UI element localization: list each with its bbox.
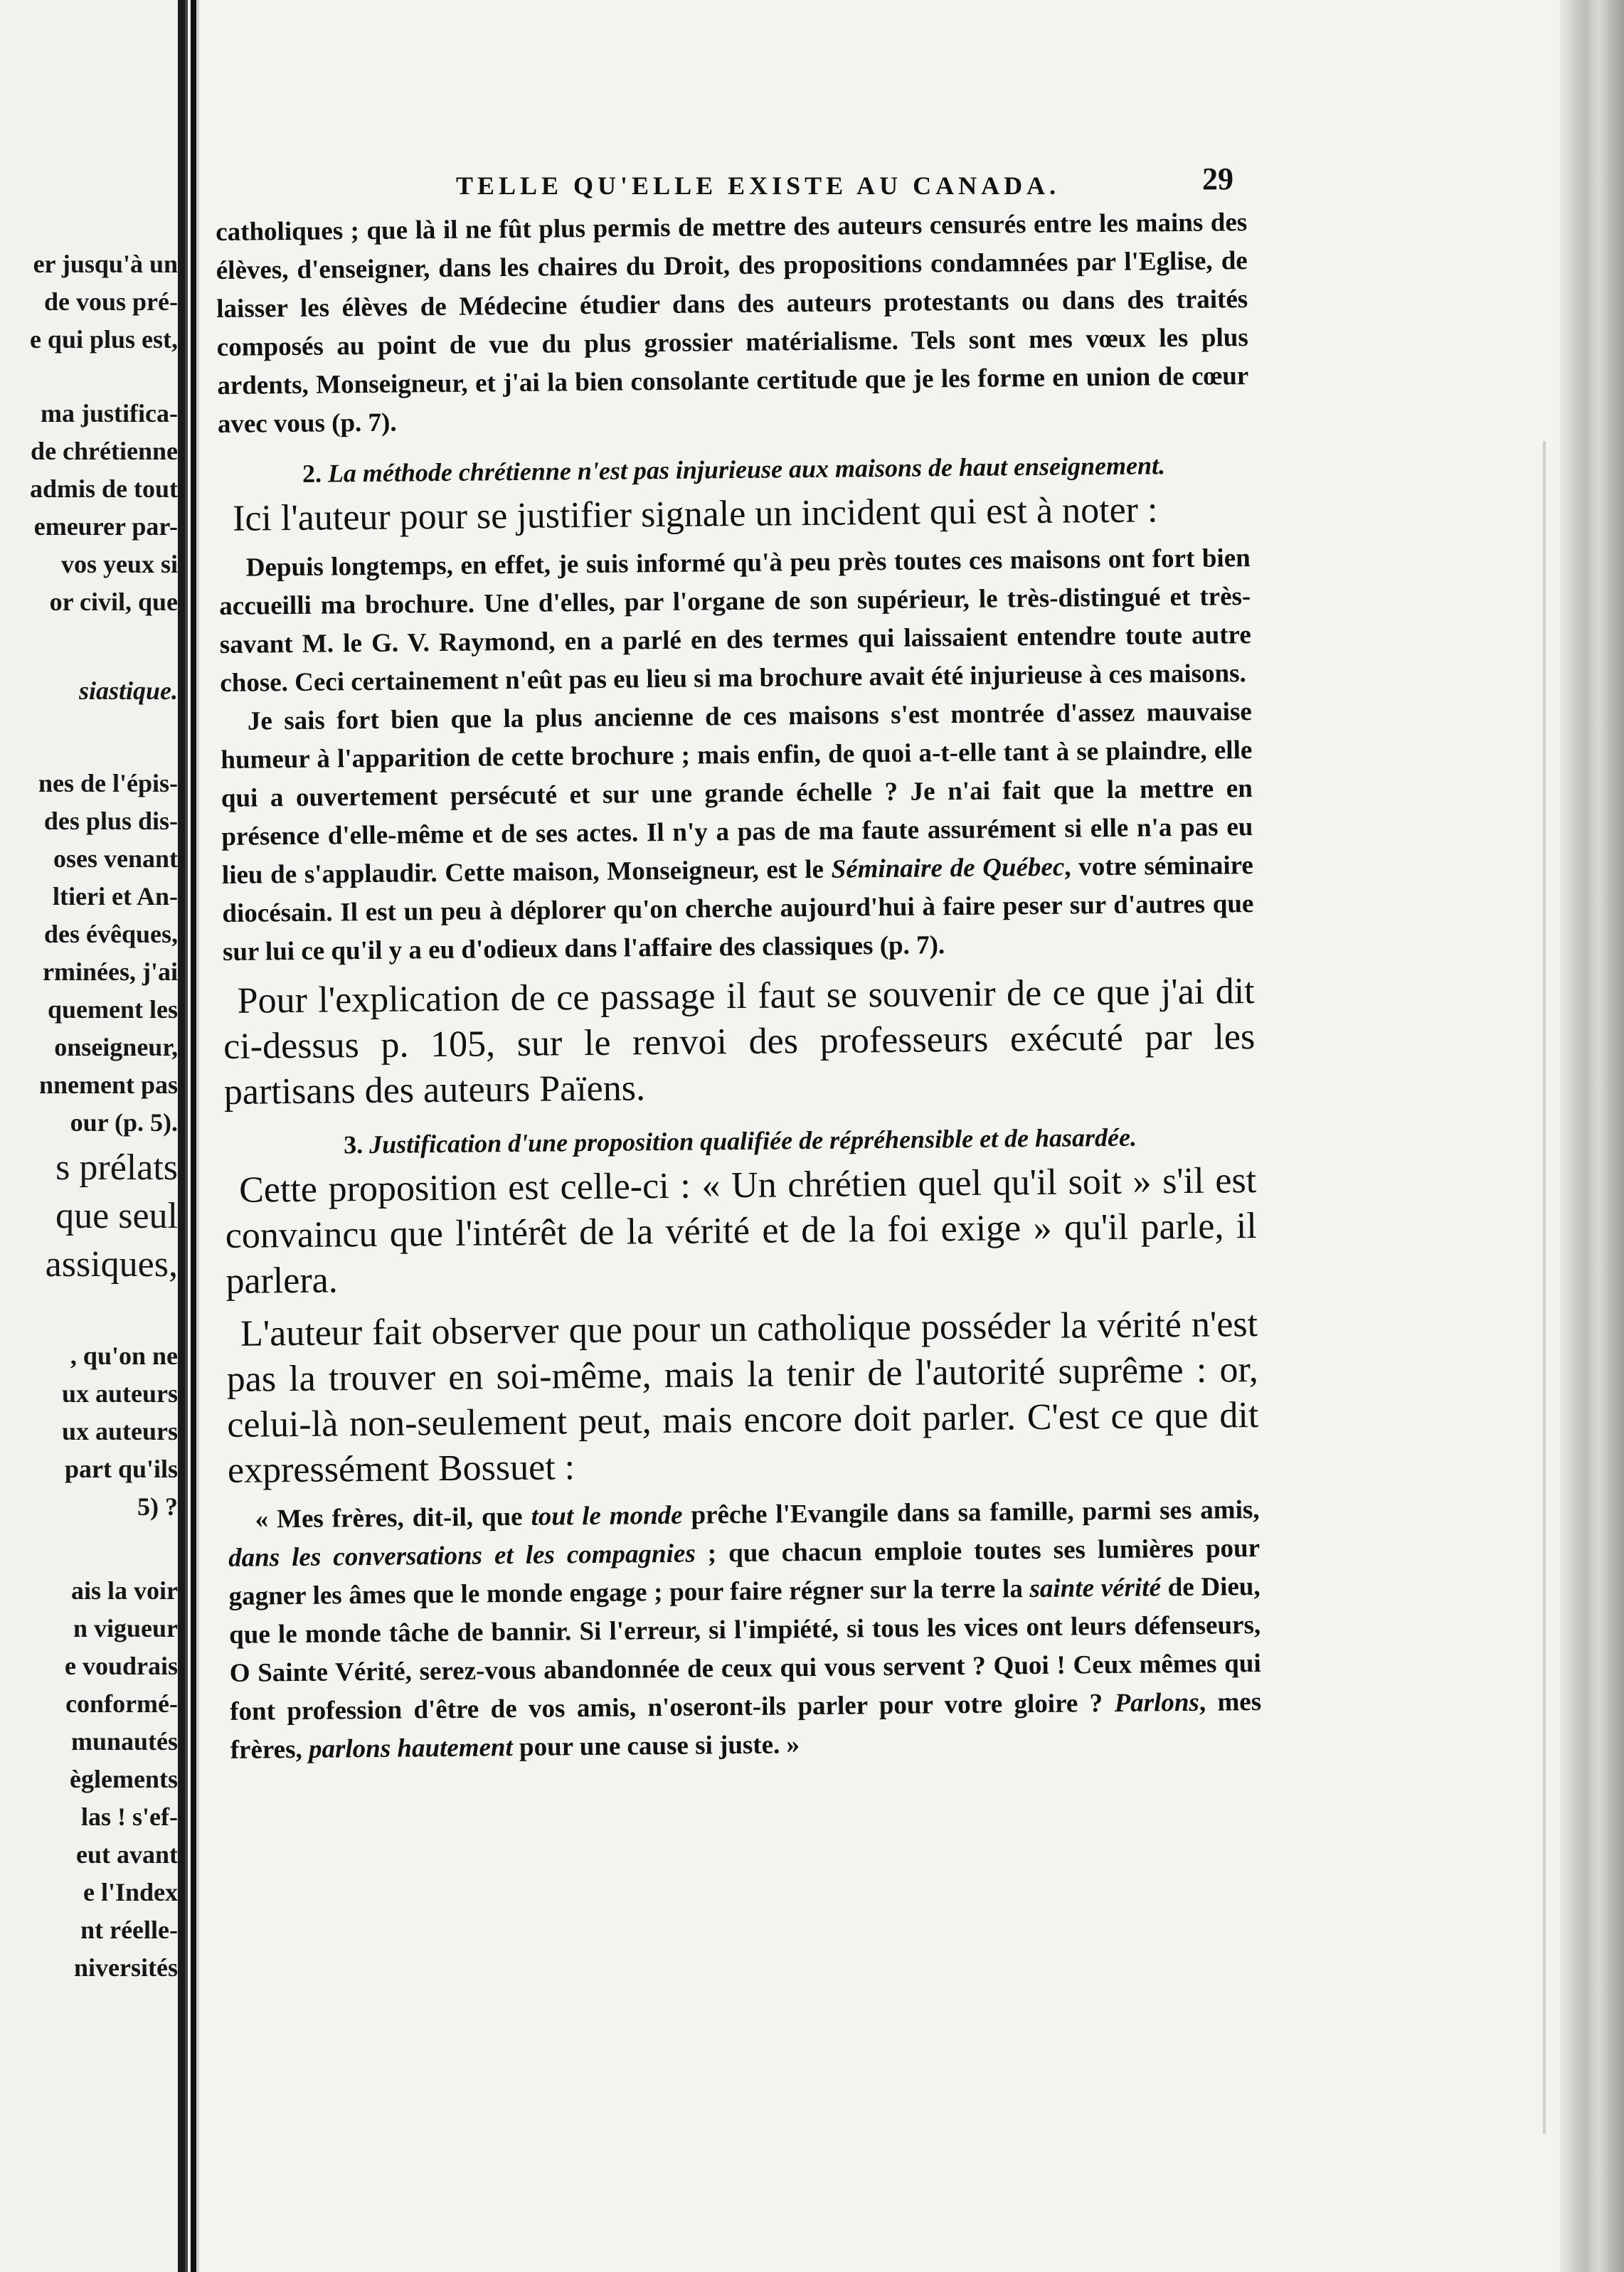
left-line: que seul	[55, 1196, 178, 1236]
text-run: prêche l'Evangile dans sa famille, parmi ses amis,	[682, 1495, 1260, 1530]
book-binding-shadow	[178, 0, 199, 2272]
left-line: ux auteurs	[61, 1417, 178, 1445]
paragraph-bossuet-quote	[228, 1491, 1262, 1770]
section-number: 2.	[302, 459, 322, 488]
left-line: assiques,	[45, 1244, 178, 1285]
left-line: niversités	[74, 1953, 178, 1982]
text-run-italic: Séminaire de Québec	[831, 852, 1065, 884]
book-page	[210, 0, 1263, 2272]
text-run: , mes frères,	[230, 1687, 1262, 1765]
left-line: s prélats	[55, 1147, 178, 1188]
left-line: èglements	[70, 1765, 178, 1793]
paragraph-quote: Depuis longtemps, en effet, je suis informé qu'à peu près toutes ces maisons ont fort bien accueilli ma brochure. Une d'elles, par l'organe de son supérieur, le très-distingué et très-savant M. le G. V. Raymond, en a parlé en des termes qui laissaient entendre toute autre chose. Ceci certainement n'eût pas eu lieu si ma brochure avait été injurieuse à ces maisons.	[219, 543, 1251, 698]
left-line: admis de tout	[29, 474, 178, 503]
left-line: nes de l'épis-	[38, 769, 178, 797]
left-page-fragment	[0, 0, 178, 2272]
text-run-italic: tout le monde	[531, 1500, 683, 1532]
text-run: de Dieu, que le monde tâche de bannir. Si l'erreur, si l'impiété, si tous les vices ont leurs défenseurs, O Sainte Vérité, serez-vous abandonnée de ceux qui vous servent ? Quoi ! Ceux mêmes qui font profession d'être de vos amis, n'oseront-ils parler pour votre gloire ?	[228, 1571, 1261, 1726]
left-line: er jusqu'à un	[33, 250, 178, 278]
left-line: ux auteurs	[61, 1379, 178, 1408]
page-edge-shadow	[1560, 0, 1624, 2272]
left-line: munautés	[70, 1727, 178, 1756]
text-run: Je sais fort bien que la plus ancienne de ces maisons s'est montrée d'assez mauvaise humeur à l'apparition de cette brochure ; mais enfin, de quoi a-t-elle tant à se plaindre, elle qui a ouvertement persécuté et sur une grande échelle ? Je n'ai fait que la mettre en présence d'elle-même et de ses actes. Il n'y a pas de ma faute assurément si elle n'a pas eu lieu de s'applaudir. Cette maison, Monseigneur, est le	[221, 697, 1253, 890]
paragraph-quote-letter: catholiques ; que là il ne fût plus permis de mettre des auteurs censurés entre les mains des élèves, d'enseigner, dans les chaires du Droit, des propositions condamnées par l'Eglise, de laisser les élèves de Médecine étudier dans des auteurs protestants ou dans des traités composés au point de vue du plus grossier matérialisme. Tels sont mes vœux les plus ardents, Monseigneur, et j'ai la bien consolante certitude que je les forme en union de cœur avec vous (p. 7).	[216, 208, 1249, 439]
left-line: des plus dis-	[43, 807, 178, 835]
left-line: ltieri et An-	[53, 882, 178, 911]
left-line: quement les	[48, 995, 178, 1024]
left-line: ais la voir	[71, 1576, 178, 1605]
paragraph-commentary: Cette proposition est celle-ci : « Un chrétien quel qu'il soit » s'il est convaincu que l'intérêt de la vérité et de la foi exige » qu'il parle, il parlera.	[225, 1160, 1258, 1302]
left-line: siastique.	[78, 676, 178, 705]
paragraph-commentary: L'auteur fait observer que pour un catholique posséder la vérité n'est pas la trouver en soi-même, mais la tenir de l'autorité suprême : or, celui-là non-seulement peut, mais encore doit parler. C'est ce que dit expressément Bossuet :	[226, 1304, 1259, 1491]
left-line: e l'Index	[83, 1878, 178, 1906]
section-heading-2	[218, 447, 1249, 492]
left-line: our (p. 5).	[70, 1108, 178, 1137]
running-title: TELLE QU'ELLE EXISTE AU CANADA.	[456, 171, 1061, 200]
text-run: ; que chacun emploie toutes ses lumières pour gagner les âmes que le monde engage ; pour faire régner sur la terre la	[228, 1533, 1261, 1611]
left-line: vos yeux si	[60, 550, 178, 578]
left-line: onseigneur,	[54, 1033, 178, 1061]
section-title: La méthode chrétienne n'est pas injurieuse aux maisons de haut enseignement.	[327, 451, 1166, 488]
paragraph-commentary: Pour l'explication de ce passage il faut se souvenir de ce que j'ai dit ci-dessus p. 105, sur le renvoi des professeurs exécuté par les partisans des auteurs Païens.	[223, 971, 1256, 1113]
left-line: de vous pré-	[44, 287, 178, 316]
section-number: 3.	[343, 1130, 363, 1159]
text-run-italic: sainte vérité	[1029, 1573, 1162, 1604]
left-line: emeurer par-	[33, 512, 178, 541]
page-body	[216, 203, 1262, 1770]
left-line: oses venant	[53, 844, 178, 873]
left-line: eut avant	[76, 1840, 178, 1869]
left-line: des évêques,	[44, 920, 178, 948]
page-edge-line	[1543, 441, 1546, 2134]
left-line: conformé-	[65, 1689, 178, 1718]
left-line: rminées, j'ai	[43, 957, 178, 986]
left-line: e voudrais	[64, 1652, 178, 1680]
left-line: , qu'on ne	[70, 1342, 178, 1370]
text-run-italic: Parlons	[1114, 1687, 1200, 1718]
page-number: 29	[1202, 161, 1233, 196]
text-run: pour une cause si juste. »	[512, 1730, 800, 1763]
text-run: « Mes frères, dit-il, que	[255, 1502, 531, 1534]
left-line: de chrétienne	[31, 437, 178, 465]
left-line: nt réelle-	[80, 1916, 178, 1944]
text-run-italic: parlons hautement	[308, 1733, 513, 1764]
left-line: or civil, que	[49, 588, 178, 616]
text-run: , votre séminaire diocésain. Il est un peu à déplorer qu'on cherche aujourd'hui à faire peser sur d'autres que sur lui ce qu'il y a eu d'odieux dans l'affaire des classiques (p. 7).	[222, 851, 1254, 967]
text-run-italic: dans les conversations et les compagnies	[228, 1539, 696, 1573]
paragraph-quote	[221, 693, 1255, 972]
left-line: n vigueur	[73, 1614, 178, 1642]
left-line: e qui plus est,	[29, 325, 178, 354]
left-line: nnement pas	[38, 1071, 178, 1099]
paragraph-commentary: Ici l'auteur pour se justifier signale un incident qui est à noter :	[232, 489, 1158, 539]
left-line: las ! s'ef-	[81, 1803, 178, 1831]
section-heading-3	[224, 1118, 1256, 1164]
left-line: 5) ?	[137, 1492, 178, 1521]
left-line: ma justifica-	[41, 399, 178, 428]
left-line: part qu'ils	[64, 1455, 178, 1483]
section-title: Justification d'une proposition qualifiée de répréhensible et de hasardée.	[368, 1122, 1137, 1159]
